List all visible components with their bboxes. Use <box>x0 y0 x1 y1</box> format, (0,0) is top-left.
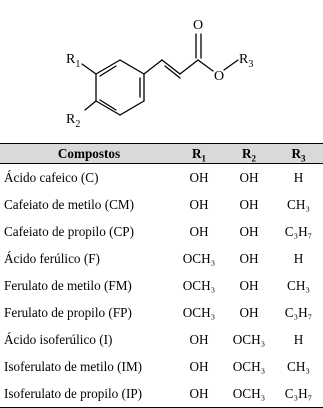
header-r3: $R_3$ <box>274 144 323 164</box>
r1-value: OCH₃ <box>182 278 216 293</box>
carbonyl-bond <box>180 60 198 74</box>
chemical-structure <box>0 0 323 130</box>
r3-value: CH₃ <box>287 197 310 212</box>
ester-r3-bond <box>224 60 238 70</box>
compound-name: Ferulato de metilo (FM) <box>4 278 132 293</box>
r1-value: OH <box>189 170 209 185</box>
compound-name: Cafeiato de propilo (CP) <box>4 224 135 239</box>
r3-label: $R_3$ <box>239 52 254 70</box>
compound-name: Ácido isoferúlico (I) <box>4 332 113 347</box>
r3-value: C₃H₇ <box>284 224 313 239</box>
r2-value: OH <box>239 278 259 293</box>
r1-value: OH <box>189 224 209 239</box>
r2-value: OH <box>239 251 259 266</box>
table-row <box>0 380 323 408</box>
oxygen-label-ester: O <box>214 69 225 84</box>
header-r2: $R_2$ <box>224 144 274 164</box>
ring-bond <box>120 101 144 115</box>
r3-value: H <box>293 251 304 266</box>
compound-name: Cafeiato de metilo (CM) <box>4 197 135 212</box>
r3-value: H <box>293 332 304 347</box>
chain-bond <box>144 60 162 74</box>
table-row <box>0 272 323 299</box>
table-row <box>0 326 323 353</box>
table-row <box>0 218 323 245</box>
header-compound: Compostos <box>0 144 174 164</box>
r1-value: OCH₃ <box>182 305 216 320</box>
r1-value: OCH₃ <box>182 251 216 266</box>
table-row <box>0 191 323 218</box>
r1-value: OH <box>189 332 209 347</box>
r3-value: CH₃ <box>287 278 310 293</box>
r2-label: $R_2$ <box>66 112 81 130</box>
r2-value: OCH₃ <box>232 332 266 347</box>
r3-value: H <box>293 170 304 185</box>
table-header-row <box>0 144 323 164</box>
r1-value: OH <box>189 386 209 401</box>
compound-name: Ácido ferúlico (F) <box>4 251 100 266</box>
r3-value: CH₃ <box>287 359 310 374</box>
r3-value: C₃H₇ <box>284 305 313 320</box>
r2-value: OH <box>239 224 259 239</box>
table-row <box>0 299 323 326</box>
r1-value: OH <box>189 359 209 374</box>
ring-bond <box>120 60 144 74</box>
compound-name: Isoferulato de metilo (IM) <box>4 359 143 374</box>
header-r1: $R_1$ <box>174 144 224 164</box>
ester-bond <box>198 60 213 71</box>
ring-bond <box>96 60 120 74</box>
ring-bond <box>96 101 120 115</box>
table-row <box>0 164 323 192</box>
oxygen-label-carbonyl: O <box>193 18 204 33</box>
r2-value: OCH₃ <box>232 386 266 401</box>
compounds-table <box>0 143 323 408</box>
r1-value: OH <box>189 197 209 212</box>
r2-bond <box>85 101 96 110</box>
r1-label: $R_1$ <box>66 52 81 70</box>
compound-name: Isoferulato de propilo (IP) <box>4 386 143 401</box>
alkene-bond <box>162 60 180 74</box>
table-row <box>0 353 323 380</box>
r3-value: C₃H₇ <box>284 386 313 401</box>
compound-name: Ferulato de propilo (FP) <box>4 305 132 320</box>
r2-value: OH <box>239 170 259 185</box>
r2-value: OCH₃ <box>232 359 266 374</box>
table-row <box>0 245 323 272</box>
r2-value: OH <box>239 197 259 212</box>
compound-name: Ácido cafeico (C) <box>4 170 99 185</box>
r1-bond <box>82 64 96 74</box>
r2-value: OH <box>239 305 259 320</box>
